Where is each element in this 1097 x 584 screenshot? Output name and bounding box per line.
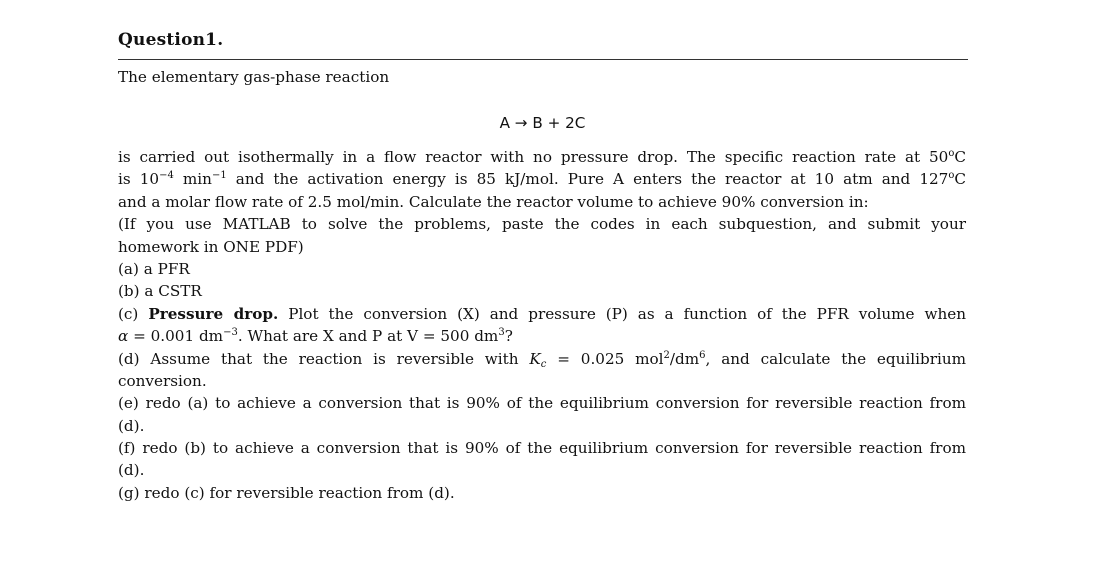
paragraph-line-2: is $10^{-4}$ $\min^{-1}$ and the activation energy is 85 kJ/mol. Pure A enters the reactor at 10 atm and 127$^o$C: [118, 170, 966, 189]
part-d-line-2: conversion.: [118, 371, 207, 390]
question-title: Question1.: [118, 30, 224, 50]
part-g: (g) redo (c) for reversible reaction from (d).: [118, 483, 455, 502]
intro-text: The elementary gas-phase reaction: [118, 68, 390, 86]
part-c-line-2: α = 0.001 $dm^{-3}$. What are X and P at V = 500 $dm^3$?: [118, 327, 513, 346]
title-rule: [118, 59, 968, 60]
paragraph-line-1: is carried out isothermally in a flow reactor with no pressure drop. The specific reaction rate at 50$^o$C: [118, 148, 966, 166]
part-f-line-1: (f) redo (b) to achieve a conversion that is 90% of the equilibrium conversion for reversible reaction from: [118, 439, 966, 458]
paragraph-line-3: and a molar flow rate of 2.5 mol/min. Calculate the reactor volume to achieve 90% conversion in:: [118, 192, 869, 211]
matlab-note-line-1: (If you use MATLAB to solve the problems, paste the codes in each subquestion, and submit your: [118, 215, 966, 234]
part-e-line-2: (d).: [118, 416, 145, 435]
part-c-line-1: (c) Pressure drop. Plot the conversion (X) and pressure (P) as a function of the PFR volume when: [118, 304, 967, 323]
part-a: (a) a PFR: [118, 259, 190, 278]
part-b: (b) a CSTR: [118, 282, 202, 301]
problem-body: [118, 146, 966, 504]
part-e-line-1: (e) redo (a) to achieve a conversion that is 90% of the equilibrium conversion for reversible reaction from: [118, 394, 966, 413]
part-d-line-1: (d) Assume that the reaction is reversible with $K_c = 0.025$ $mol^2/dm^6$, and calculate the equilibrium: [118, 349, 967, 370]
reaction-equation: A → B + 2C: [499, 114, 586, 132]
matlab-note-line-2: homework in ONE PDF): [118, 237, 304, 256]
part-f-line-2: (d).: [118, 461, 145, 480]
